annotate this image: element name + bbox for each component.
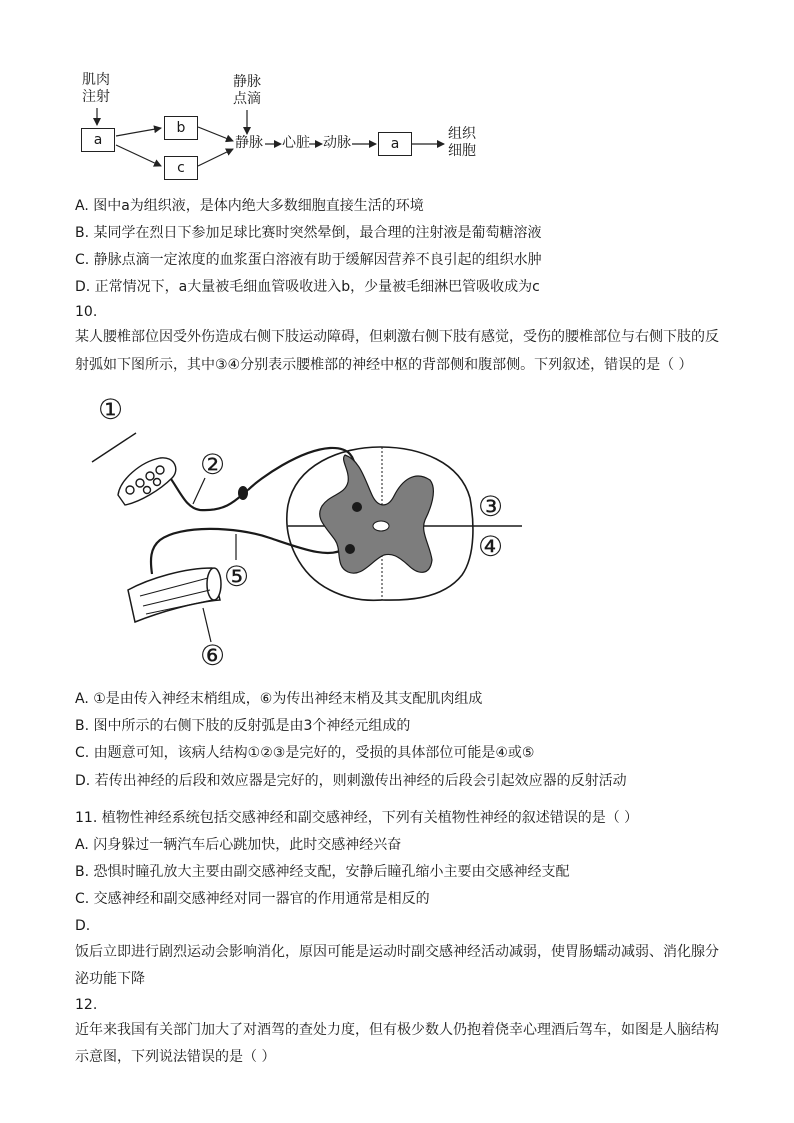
box-a: a	[81, 128, 115, 152]
q10-option-d: D. 若传出神经的后段和效应器是完好的，则刺激传出神经的后段会引起效应器的反射活动	[75, 773, 627, 789]
box-a-second: a	[378, 132, 412, 156]
flow-text: 注射	[82, 89, 110, 105]
q11-option-d-text-1: 饭后立即进行剧烈运动会影响消化，原因可能是运动时副交感神经活动减弱，使胃肠蠕动减弱、消化腺分	[75, 944, 719, 960]
q10-option-b: B. 图中所示的右侧下肢的反射弧是由3个神经元组成的	[75, 718, 411, 734]
q10-number: 10.	[75, 304, 98, 320]
q9-option-a: A. 图中a为组织液，是体内绝大多数细胞直接生活的环境	[75, 198, 424, 214]
label-4: ④	[478, 530, 504, 563]
q11-option-d-text-2: 泌功能下降	[75, 971, 145, 987]
label-2: ②	[200, 448, 226, 481]
q9-option-b: B. 某同学在烈日下参加足球比赛时突然晕倒，最合理的注射液是葡萄糖溶液	[75, 225, 542, 241]
label-1: ①	[98, 393, 124, 426]
q12-stem-line-2: 示意图，下列说法错误的是（ ）	[75, 1049, 276, 1065]
q11-option-d: D.	[75, 918, 91, 934]
q10-stem-line-2: 射弧如下图所示，其中③④分别表示腰椎部的神经中枢的背部侧和腹部侧。下列叙述，错误的是（ ）	[75, 357, 693, 373]
label-3: ③	[478, 490, 504, 523]
flow-text: 细胞	[448, 143, 476, 159]
q11-option-a: A. 闪身躲过一辆汽车后心跳加快，此时交感神经兴奋	[75, 837, 402, 853]
flow-text: 组织	[448, 126, 476, 142]
box-b: b	[164, 116, 198, 140]
q9-option-c: C. 静脉点滴一定浓度的血浆蛋白溶液有助于缓解因营养不良引起的组织水肿	[75, 252, 542, 268]
artery-label: 动脉	[323, 135, 351, 151]
q10-stem-line-1: 某人腰椎部位因受外伤造成右侧下肢运动障碍，但刺激右侧下肢有感觉，受伤的腰椎部位与右侧下肢的反	[75, 329, 719, 345]
heart-label: 心脏	[282, 135, 310, 151]
q11-stem: 11. 植物性神经系统包括交感神经和副交感神经，下列有关植物性神经的叙述错误的是（ ）	[75, 810, 639, 826]
flow-text: 静脉	[233, 74, 261, 90]
q12-number: 12.	[75, 997, 98, 1013]
label-5: ⑤	[224, 560, 250, 593]
q9-option-d: D. 正常情况下，a大量被毛细血管吸收进入b，少量被毛细淋巴管吸收成为c	[75, 279, 540, 295]
q11-option-b: B. 恐惧时瞳孔放大主要由副交感神经支配，安静后瞳孔缩小主要由交感神经支配	[75, 864, 570, 880]
q11-option-c: C. 交感神经和副交感神经对同一器官的作用通常是相反的	[75, 891, 430, 907]
q10-option-a: A. ①是由传入神经末梢组成，⑥为传出神经末梢及其支配肌肉组成	[75, 691, 483, 707]
q12-stem-line-1: 近年来我国有关部门加大了对酒驾的查处力度，但有极少数人仍抱着侥幸心理酒后驾车，如图是人脑结构	[75, 1022, 719, 1038]
q10-option-c: C. 由题意可知，该病人结构①②③是完好的，受损的具体部位可能是④或⑤	[75, 745, 535, 761]
vein-label: 静脉	[235, 135, 263, 151]
flow-text: 点滴	[233, 91, 261, 107]
label-6: ⑥	[200, 639, 226, 672]
box-c: c	[164, 156, 198, 180]
flow-text: 肌肉	[82, 72, 110, 88]
